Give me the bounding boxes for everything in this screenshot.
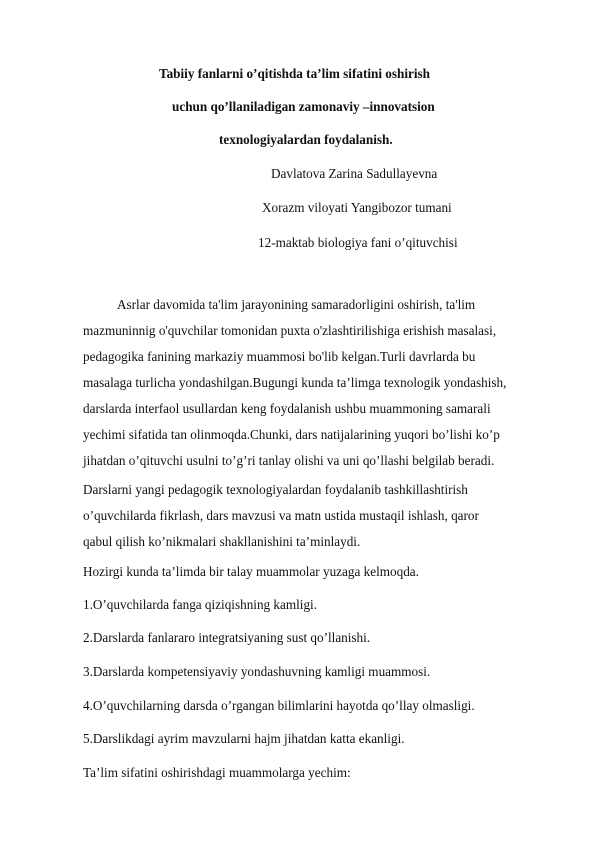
paragraph-1-line: darslarda interfaol usullardan keng foydalanish ushbu muammoning samarali [83,401,491,416]
author-region: Xorazm viloyati Yangibozor tumani [262,200,452,215]
author-name: Davlatova Zarina Sadullayevna [271,166,438,181]
list-item: 1.O’quvchilarda fanga qiziqishning kamligi. [83,597,318,612]
list-item: 2.Darslarda fanlararo integratsiyaning sust qo’llanishi. [83,630,371,645]
paragraph-2-line: o’quvchilarda fikrlash, dars mavzusi va matn ustida mustaqil ishlash, qaror [83,508,479,523]
title-line-1: Tabiiy fanlarni o’qitishda ta’lim sifatini oshirish [159,66,431,81]
paragraph-1-line: pedagogika fanining markaziy muammosi bo'lib kelgan.Turli davrlarda bu [83,349,476,364]
paragraph-3: Hozirgi kunda ta’limda bir talay muammolar yuzaga kelmoqda. [83,564,419,579]
paragraph-1-line: masalaga turlicha yondashilgan.Bugungi kunda ta’limga texnologik yondashish, [83,375,507,390]
paragraph-2-line: Darslarni yangi pedagogik texnologiyalardan foydalanib tashkillashtirish [83,482,468,497]
list-item: 3.Darslarda kompetensiyaviy yondashuvning kamligi muammosi. [83,664,431,679]
author-position: 12-maktab biologiya fani o’qituvchisi [258,235,458,250]
paragraph-1-line: Asrlar davomida ta'lim jarayonining samaradorligini oshirish, ta'lim [117,297,476,312]
paragraph-1-line: yechimi sifatida tan olinmoqda.Chunki, dars natijalarining yuqori bo’lishi ko’p [83,427,500,442]
paragraph-2-line: qabul qilish ko’nikmalari shakllanishini ta’minlaydi. [83,534,361,549]
closing-line: Ta’lim sifatini oshirishdagi muammolarga yechim: [83,765,351,780]
title-line-3: texnologiyalardan foydalanish. [219,132,393,147]
paragraph-1-line: jihatdan o’qituvchi usulni to’g’ri tanlay olishi va uni qo’llashi belgilab beradi. [83,453,495,468]
list-item: 4.O’quvchilarning darsda o’rgangan bilimlarini hayotda qo’llay olmasligi. [83,698,475,713]
title-line-2: uchun qo’llaniladigan zamonaviy –innovatsion [172,99,435,114]
paragraph-1-line: mazmuninnig o'quvchilar tomonidan puxta o'zlashtirilishiga erishish masalasi, [83,323,497,338]
list-item: 5.Darslikdagi ayrim mavzularni hajm jihatdan katta ekanligi. [83,731,405,746]
